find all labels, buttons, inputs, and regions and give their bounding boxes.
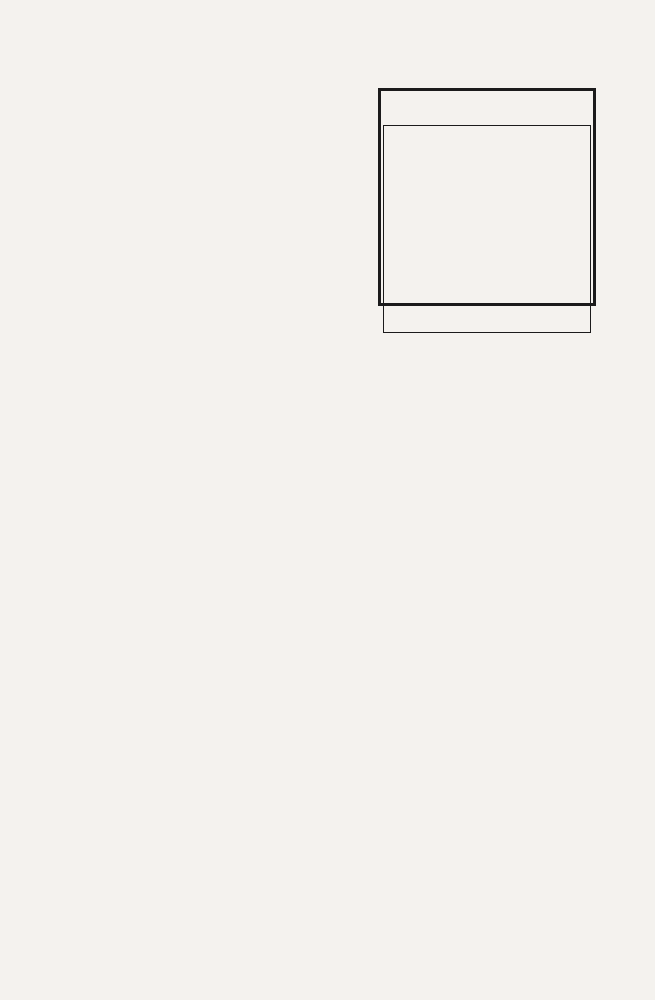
right-column [338, 16, 638, 428]
chess-board [383, 125, 591, 333]
chess-diagram [378, 88, 596, 306]
